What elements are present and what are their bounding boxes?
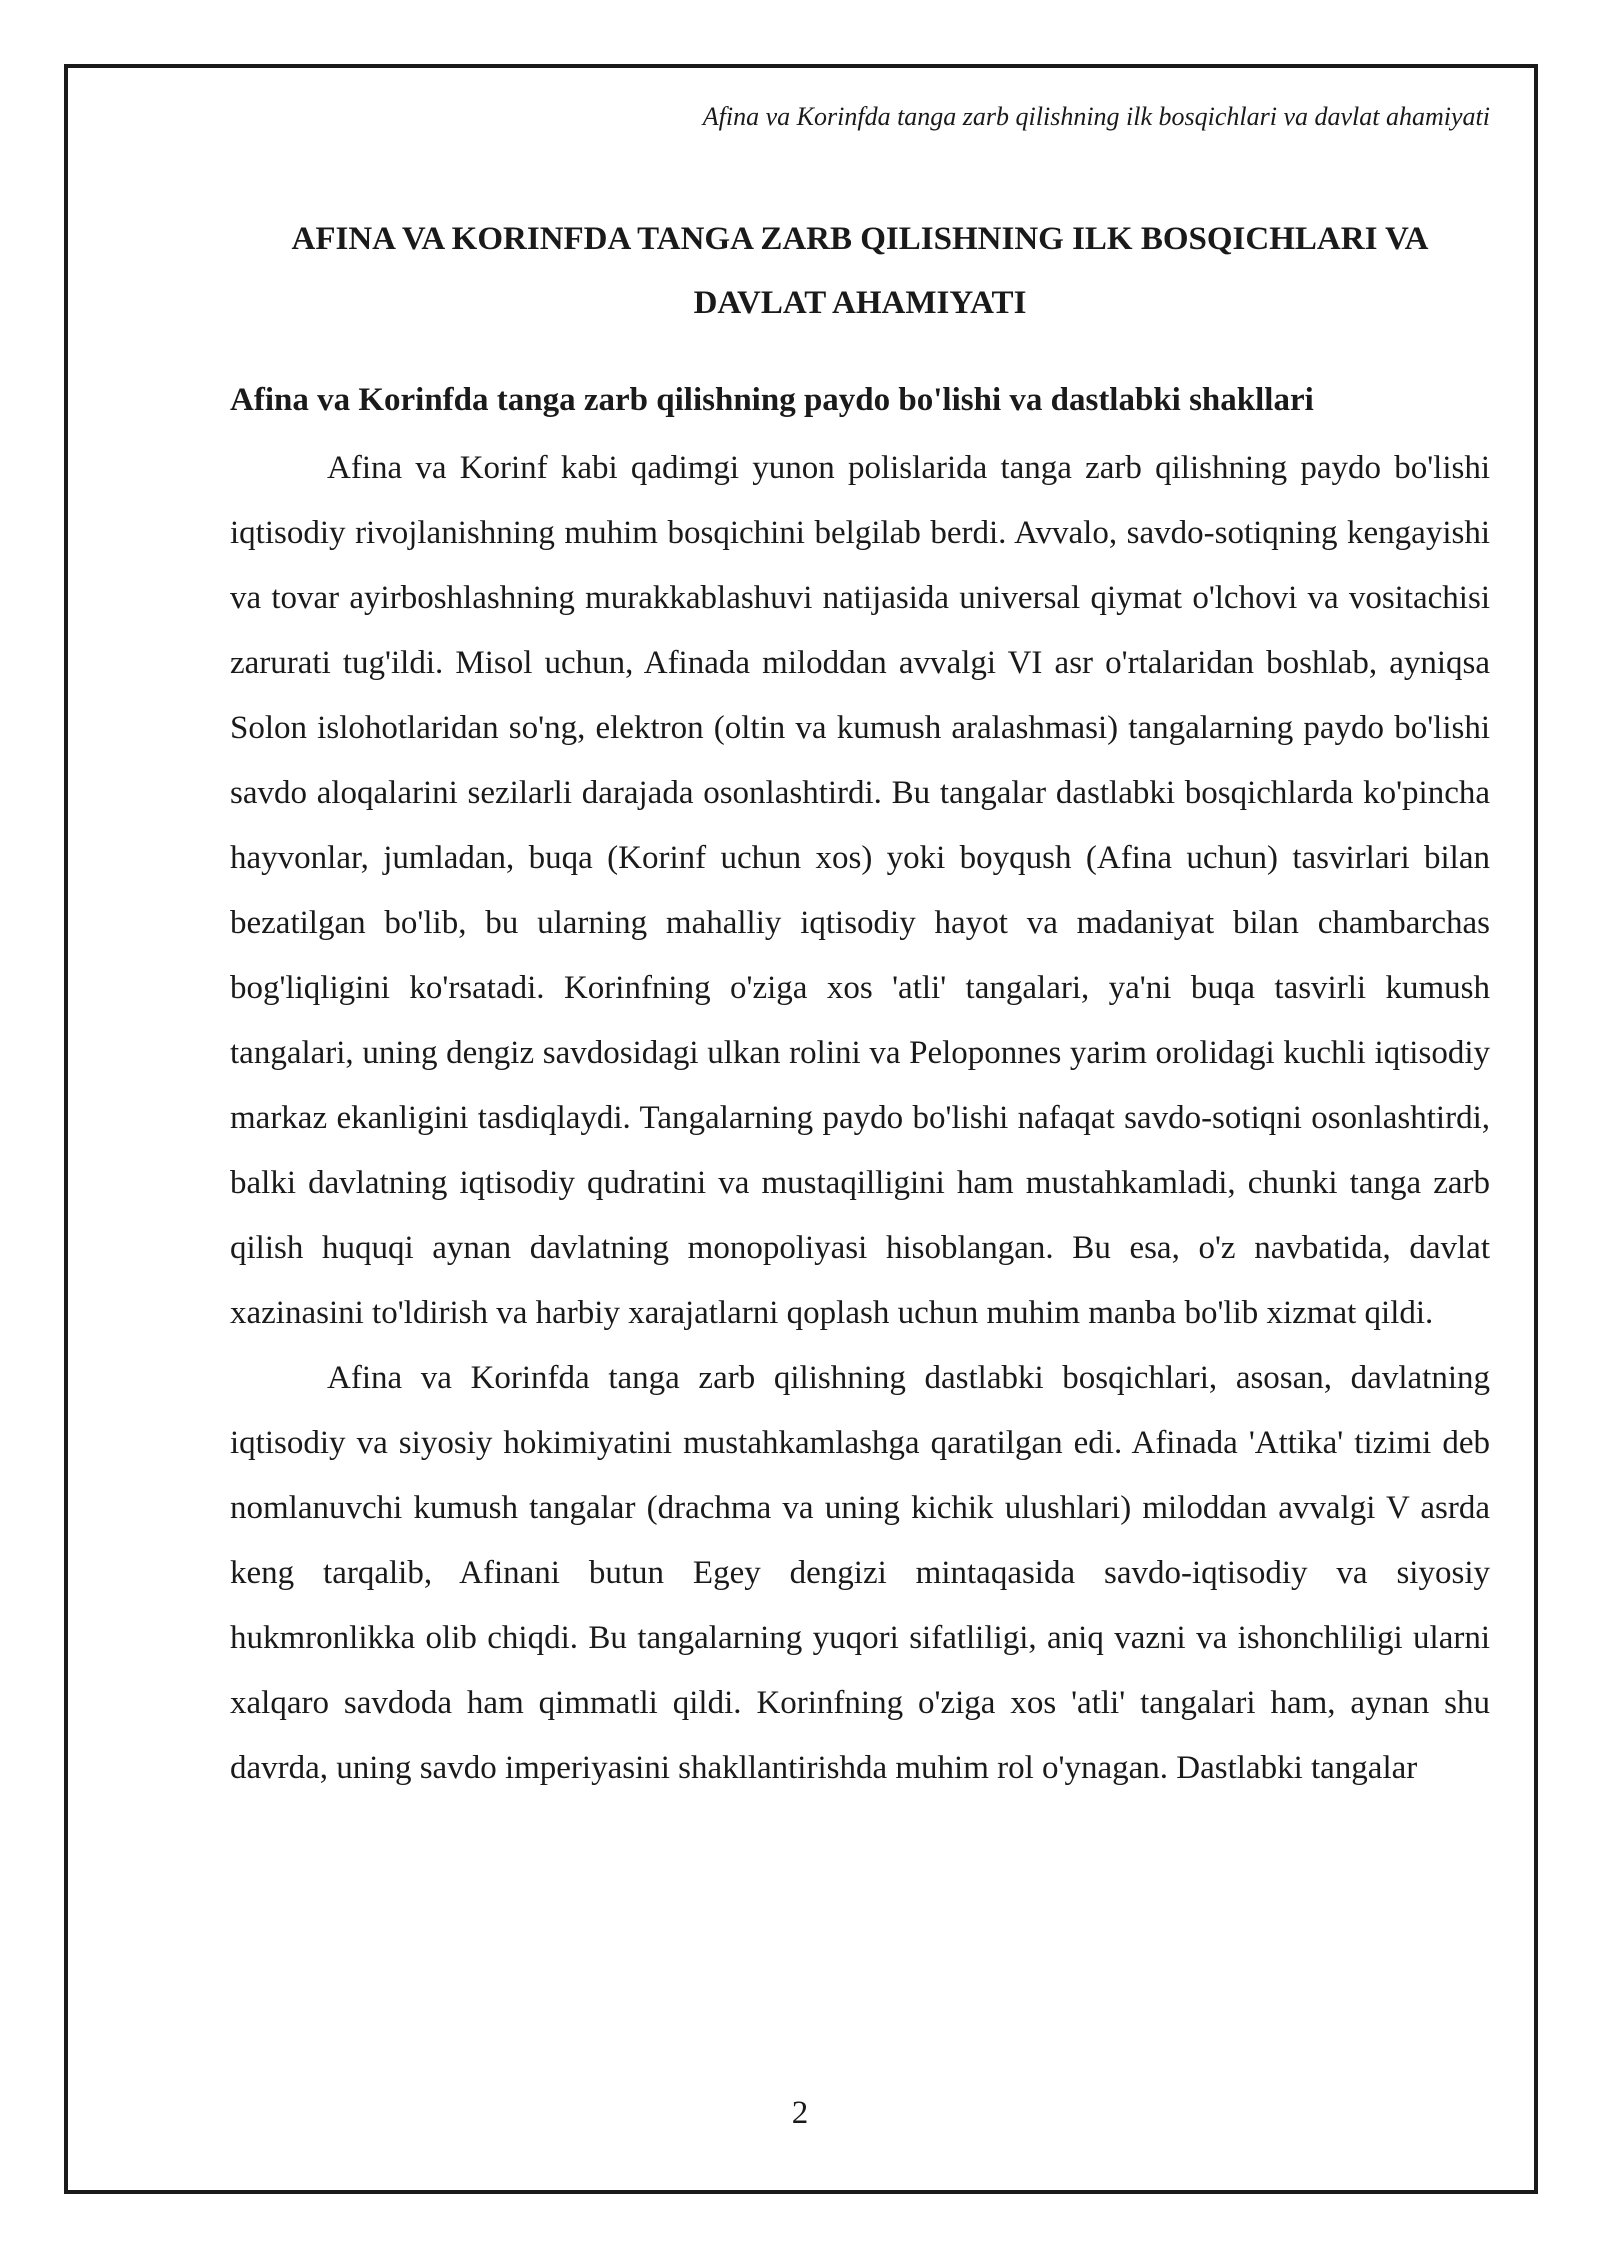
document-body (230, 207, 1490, 1801)
body-paragraph-2: Afina va Korinfda tanga zarb qilishning dastlabki bosqichlari, asosan, davlatning iqtisodiy va siyosiy hokimiyatini mustahkamlashga qaratilgan edi. Afinada 'Attika' tizimi deb nomlanuvchi kumush tangalar (drachma va uning kichik ulushlari) miloddan avvalgi V asrda keng tarqalib, Afinani butun Egey dengizi mintaqasida savdo-iqtisodiy va siyosiy hukmronlikka olib chiqdi. Bu tangalarning yuqori sifatliligi, aniq vazni va ishonchliligi ularni xalqaro savdoda ham qimmatli qildi. Korinfning o'ziga xos 'atli' tangalari ham, aynan shu davrda, uning savdo imperiyasini shakllantirishda muhim rol o'ynagan. Dastlabki tangalar (230, 1360, 1490, 1786)
page-number: 2 (791, 2095, 809, 2131)
document-title: AFINA VA KORINFDA TANGA ZARB QILISHNING ILK BOSQICHLARI VA DAVLAT AHAMIYATI (291, 221, 1429, 321)
running-header: Afina va Korinfda tanga zarb qilishning ilk bosqichlari va davlat ahamiyati (702, 102, 1490, 131)
body-paragraph-1: Afina va Korinf kabi qadimgi yunon polislarida tanga zarb qilishning paydo bo'lishi iqtisodiy rivojlanishning muhim bosqichini belgilab berdi. Avvalo, savdo-sotiqning kengayishi va tovar ayirboshlashning murakkablashuvi natijasida universal qiymat o'lchovi va vositachisi zarurati tug'ildi. Misol uchun, Afinada miloddan avvalgi VI asr o'rtalaridan boshlab, ayniqsa Solon islohotlaridan so'ng, elektron (oltin va kumush aralashmasi) tangalarning paydo bo'lishi savdo aloqalarini sezilarli darajada osonlashtirdi. Bu tangalar dastlabki bosqichlarda ko'pincha hayvonlar, jumladan, buqa (Korinf uchun xos) yoki boyqush (Afina uchun) tasvirlari bilan bezatilgan bo'lib, bu ularning mahalliy iqtisodiy hayot va madaniyat bilan chambarchas bog'liqligini ko'rsatadi. Korinfning o'ziga xos 'atli' tangalari, ya'ni buqa tasvirli kumush tangalari, uning dengiz savdosidagi ulkan rolini va Peloponnes yarim orolidagi kuchli iqtisodiy markaz ekanligini tasdiqlaydi. Tangalarning paydo bo'lishi nafaqat savdo-sotiqni osonlashtirdi, balki davlatning iqtisodiy qudratini va mustaqilligini ham mustahkamladi, chunki tanga zarb qilish huquqi aynan davlatning monopoliyasi hisoblangan. Bu esa, o'z navbatida, davlat xazinasini to'ldirish va harbiy xarajatlarni qoplash uchun muhim manba bo'lib xizmat qildi. (230, 450, 1490, 1331)
section-heading: Afina va Korinfda tanga zarb qilishning paydo bo'lishi va dastlabki shakllari (230, 382, 1314, 418)
